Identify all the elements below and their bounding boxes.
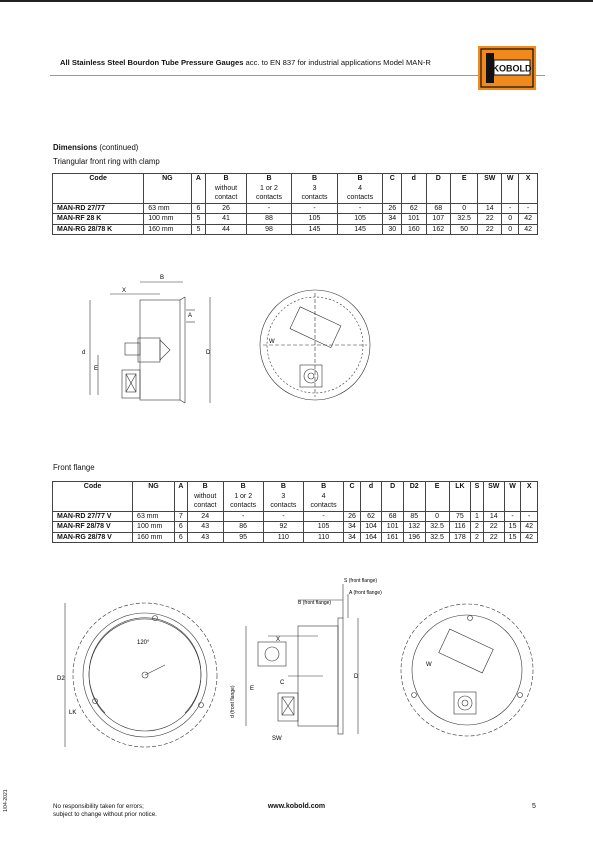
table-cell: 75: [449, 511, 471, 522]
header-sublabel: contacts: [255, 194, 283, 201]
top-rule: [0, 0, 593, 2]
table-cell: 105: [337, 214, 383, 225]
table-header-cell: [292, 174, 338, 204]
table-cell: 101: [402, 214, 426, 225]
table-cell: 22: [483, 522, 504, 533]
table-header-cell: [402, 174, 426, 204]
header-label: LK: [455, 483, 465, 490]
website-link[interactable]: www.kobold.com: [267, 803, 326, 810]
table-cell: 34: [344, 532, 361, 543]
table-header-cell: [53, 174, 144, 204]
table-cell: 32.5: [425, 532, 449, 543]
table-cell: 162: [426, 224, 450, 235]
table-header-cell: [425, 482, 449, 512]
table-cell: 63 mm: [133, 511, 175, 522]
table-cell: 24: [187, 511, 223, 522]
header-sublabel: 3: [281, 492, 286, 500]
table-cell: 7: [174, 511, 187, 522]
table-cell: 42: [519, 214, 538, 225]
header-label: W: [509, 483, 516, 490]
header-label: Code: [89, 175, 107, 182]
dim-label-angle: 120°: [137, 640, 150, 646]
header-label: B: [280, 483, 286, 490]
table-header-cell: [206, 174, 246, 204]
table-header-cell: [337, 174, 383, 204]
header-label: B: [311, 175, 318, 182]
table-cell: 22: [483, 532, 504, 543]
section-title: Dimensions (continued): [53, 143, 139, 152]
header-label: SW: [488, 483, 500, 490]
table-cell: 160 mm: [133, 532, 175, 543]
table-cell: 0: [425, 511, 449, 522]
header-sublabel: without: [194, 492, 217, 500]
table-header-cell: [133, 482, 175, 512]
table-cell: 178: [449, 532, 471, 543]
header-label: D: [390, 483, 396, 490]
model-code-cell: MAN-RF 28/78 V: [53, 522, 133, 533]
table-cell: 0: [502, 224, 519, 235]
table-cell: 42: [521, 522, 538, 533]
header-label: B: [223, 175, 229, 182]
table-header-cell: [246, 174, 292, 204]
table-row: [53, 203, 538, 214]
table-cell: 15: [504, 532, 521, 543]
table-row: [53, 532, 538, 543]
table-cell: -: [223, 511, 263, 522]
table-cell: 0: [451, 203, 478, 214]
model-code-cell: MAN-RD 27/77 V: [53, 511, 133, 522]
header-sublabel: contacts: [310, 502, 337, 509]
table-cell: 145: [337, 224, 383, 235]
header-sublabel: 4: [321, 492, 326, 500]
table-cell: 26: [344, 511, 361, 522]
dim-label-sw: SW: [272, 736, 282, 742]
side-view-drawing-triangular-ring: [70, 270, 230, 410]
dim-label-d-large-flange: D: [354, 674, 359, 680]
table-cell: -: [521, 511, 538, 522]
table-cell: 15: [504, 522, 521, 533]
table-cell: -: [303, 511, 343, 522]
table-header-cell: [53, 482, 133, 512]
header-sublabel: contacts: [230, 502, 257, 509]
rear-view-drawing-triangular-ring: [255, 285, 375, 405]
header-sublabel: contact: [193, 502, 217, 509]
header-label: B: [357, 175, 363, 182]
table-cell: 160: [402, 224, 426, 235]
header-label: A: [195, 175, 201, 182]
table-cell: 160 mm: [144, 224, 191, 235]
table-cell: 196: [403, 532, 425, 543]
header-label: C: [349, 483, 355, 490]
disclaimer-line-1: No responsibility taken for errors;: [53, 803, 144, 810]
header-label: NG: [148, 483, 159, 490]
dim-label-e-flange: E: [250, 686, 255, 692]
table-cell: 22: [478, 214, 502, 225]
table-cell: 110: [303, 532, 343, 543]
table-cell: 42: [521, 532, 538, 543]
table-cell: 100 mm: [144, 214, 191, 225]
front-view-drawing-front-flange: [55, 595, 230, 745]
table-header-cell: [403, 482, 425, 512]
table-cell: 34: [383, 214, 402, 225]
table-header-cell: [471, 482, 484, 512]
table-cell: 105: [292, 214, 338, 225]
table-header-cell: [191, 174, 206, 204]
table-cell: 62: [402, 203, 426, 214]
table-cell: 132: [403, 522, 425, 533]
dim-label-d-large: D: [206, 350, 211, 356]
header-label: B: [266, 175, 272, 182]
table-header-cell: [263, 482, 303, 512]
header-sublabel: 1 or 2: [234, 492, 253, 500]
table-cell: 2: [471, 532, 484, 543]
header-rule: [50, 75, 545, 76]
model-code-cell: MAN-RF 28 K: [53, 214, 144, 225]
table-header-cell: [426, 174, 450, 204]
header-label: SW: [484, 175, 496, 182]
table-cell: 50: [451, 224, 478, 235]
table-cell: 2: [471, 522, 484, 533]
table-cell: 41: [206, 214, 246, 225]
disclaimer-line-2: subject to change without prior notice.: [53, 811, 157, 818]
table-cell: 43: [187, 522, 223, 533]
header-sublabel: 4: [358, 184, 363, 192]
table-row: [53, 214, 538, 225]
dim-label-c: C: [280, 680, 285, 686]
dim-label-lk: LK: [69, 710, 77, 716]
header-label: X: [525, 175, 531, 182]
table-cell: 164: [360, 532, 382, 543]
table-header-row: [53, 482, 538, 512]
table-cell: 14: [478, 203, 502, 214]
table-cell: 95: [223, 532, 263, 543]
header-label: NG: [162, 175, 173, 182]
dim-label-a: A: [188, 313, 193, 319]
table-cell: 68: [382, 511, 404, 522]
dim-label-d2: D2: [57, 676, 65, 682]
table-cell: -: [519, 203, 538, 214]
table-cell: 86: [223, 522, 263, 533]
header-label: d: [411, 175, 416, 182]
header-sublabel: contact: [214, 194, 238, 201]
table-cell: 22: [478, 224, 502, 235]
table-cell: 6: [191, 203, 206, 214]
table-header-cell: [144, 174, 191, 204]
model-code-cell: MAN-RG 28/78 K: [53, 224, 144, 235]
dim-label-w-flange: W: [426, 662, 432, 668]
table-row: [53, 511, 538, 522]
table-header-cell: [303, 482, 343, 512]
dim-label-b: B: [160, 275, 165, 281]
table-cell: 32.5: [425, 522, 449, 533]
table-cell: 26: [383, 203, 402, 214]
header-sublabel: without: [214, 184, 238, 192]
table-cell: 0: [502, 214, 519, 225]
table-cell: -: [502, 203, 519, 214]
kobold-logo: [478, 46, 536, 90]
rear-view-drawing-front-flange: [392, 600, 542, 740]
table-header-row: [53, 174, 538, 204]
table-cell: 42: [519, 224, 538, 235]
table-cell: -: [337, 203, 383, 214]
table-header-cell: [383, 174, 402, 204]
side-view-drawing-front-flange: [228, 578, 382, 743]
logo-text: KOBOLD: [492, 63, 532, 74]
table-header-cell: [504, 482, 521, 512]
table-cell: 43: [187, 532, 223, 543]
dim-label-d-small: d: [82, 350, 86, 356]
table-cell: 116: [449, 522, 471, 533]
table-header-cell: [521, 482, 538, 512]
header-label: d: [368, 483, 374, 490]
table-cell: 68: [426, 203, 450, 214]
header-label: S: [474, 483, 480, 490]
page-header: All Stainless Steel Bourdon Tube Pressure Gauges acc. to EN 837 for industrial applications Model MAN-R: [60, 58, 431, 67]
table-cell: 85: [403, 511, 425, 522]
subtitle-front-flange: Front flange: [53, 463, 95, 472]
table-cell: 92: [263, 522, 303, 533]
subtitle-triangular-ring: Triangular front ring with clamp: [53, 157, 160, 166]
header-label: E: [434, 483, 440, 490]
table-header-cell: [502, 174, 519, 204]
table-cell: 26: [206, 203, 246, 214]
table-header-cell: [382, 482, 404, 512]
header-label: B: [240, 483, 246, 490]
table-header-cell: [344, 482, 361, 512]
table-cell: 5: [191, 214, 206, 225]
table-cell: -: [504, 511, 521, 522]
table-header-cell: [174, 482, 187, 512]
table-cell: -: [263, 511, 303, 522]
header-label: Code: [83, 483, 102, 490]
header-label: C: [389, 175, 395, 182]
table-cell: 145: [292, 224, 338, 235]
dim-label-b-flange: B (front flange): [298, 600, 332, 606]
header-sublabel: contacts: [301, 194, 328, 201]
model-code-cell: MAN-RG 28/78 V: [53, 532, 133, 543]
table-cell: 6: [174, 532, 187, 543]
table-cell: 63 mm: [144, 203, 191, 214]
table-cell: 32.5: [451, 214, 478, 225]
table-cell: 107: [426, 214, 450, 225]
table-cell: 34: [344, 522, 361, 533]
table-cell: 88: [246, 214, 292, 225]
header-label: E: [461, 175, 467, 182]
header-label: W: [506, 175, 514, 182]
dimensions-table-triangular-ring: [52, 173, 538, 235]
header-sublabel: 1 or 2: [260, 184, 278, 192]
table-cell: 62: [360, 511, 382, 522]
table-header-cell: [451, 174, 478, 204]
table-row: [53, 224, 538, 235]
document-code: 1/04-2021: [3, 789, 9, 812]
header-label: A: [178, 483, 184, 490]
dim-label-x: X: [122, 288, 127, 294]
table-cell: 44: [206, 224, 246, 235]
table-cell: 1: [471, 511, 484, 522]
table-cell: -: [292, 203, 338, 214]
header-label: D: [435, 175, 441, 182]
header-sublabel: contacts: [270, 502, 297, 509]
table-cell: 14: [483, 511, 504, 522]
table-header-cell: [478, 174, 502, 204]
header-label: B: [321, 483, 327, 490]
header-sublabel: contacts: [347, 194, 374, 201]
table-cell: 104: [360, 522, 382, 533]
table-header-cell: [187, 482, 223, 512]
table-cell: 6: [174, 522, 187, 533]
dim-label-a-flange: A (front flange): [349, 590, 382, 596]
page-number: 5: [532, 803, 536, 810]
table-row: [53, 522, 538, 533]
table-cell: -: [246, 203, 292, 214]
dim-label-s: S (front flange): [344, 578, 378, 584]
table-cell: 105: [303, 522, 343, 533]
dim-label-e: E: [94, 366, 99, 372]
dimensions-table-front-flange: [52, 481, 538, 543]
table-header-cell: [360, 482, 382, 512]
header-label: B: [202, 483, 208, 490]
table-header-cell: [519, 174, 538, 204]
dim-label-w: W: [269, 339, 275, 345]
table-header-cell: [483, 482, 504, 512]
header-label: D2: [409, 483, 419, 490]
table-cell: 30: [383, 224, 402, 235]
table-cell: 100 mm: [133, 522, 175, 533]
header-label: X: [526, 483, 532, 490]
table-cell: 161: [382, 532, 404, 543]
model-code-cell: MAN-RD 27/77: [53, 203, 144, 214]
header-sublabel: 3: [312, 184, 317, 192]
table-header-cell: [223, 482, 263, 512]
dim-label-d-flange: d (front flange): [230, 685, 236, 718]
table-cell: 5: [191, 224, 206, 235]
table-header-cell: [449, 482, 471, 512]
table-cell: 98: [246, 224, 292, 235]
table-cell: 110: [263, 532, 303, 543]
table-cell: 101: [382, 522, 404, 533]
dim-label-x-flange: X: [276, 637, 281, 643]
